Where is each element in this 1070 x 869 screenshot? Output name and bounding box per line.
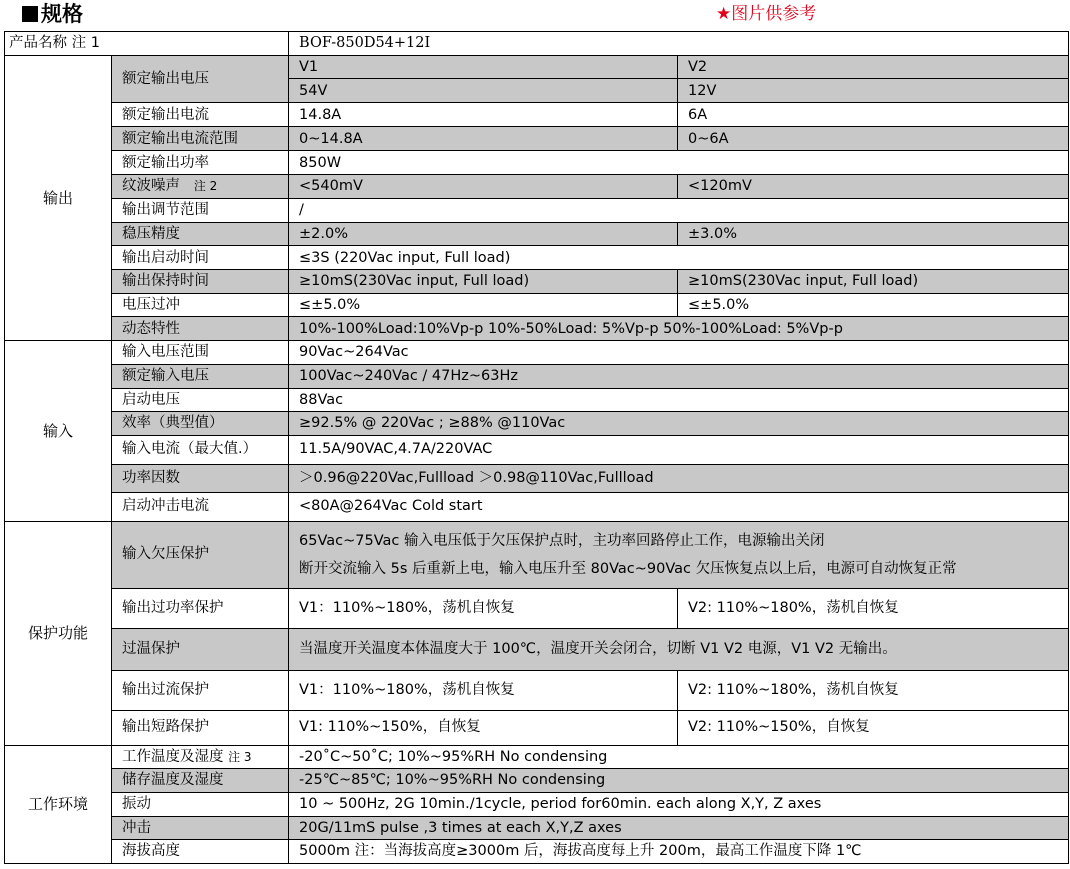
row-label: 纹波噪声 [122,178,180,194]
v1-header: V1 [289,55,678,79]
row-label: 过温保护 [112,628,289,670]
section-title-text: 规格 [41,2,83,26]
table-row [5,435,1069,464]
table-row [5,670,1069,710]
row-label: 动态特性 [112,317,289,341]
value-v1: 14.8A [289,103,678,127]
table-row [5,840,1069,864]
value-v1: V1：110%~180%，荡机自恢复 [289,588,678,628]
value: 90Vac~264Vac [289,341,1069,365]
value: -25℃~85℃; 10%~95%RH No condensing [289,769,1069,793]
row-label: 冲击 [112,816,289,840]
table-row [5,246,1069,270]
section-title [22,0,83,28]
row-label: 储存温度及湿度 [112,769,289,793]
row-label: 输出过功率保护 [112,588,289,628]
table-row [5,270,1069,294]
row-label: 额定输出功率 [112,151,289,175]
value-v1: V1：110%~180%，荡机自恢复 [289,670,678,710]
row-label: 输出短路保护 [112,710,289,745]
table-row [5,710,1069,745]
value: 88Vac [289,388,1069,412]
table-row [5,103,1069,127]
value: 20G/11mS pulse ,3 times at each X,Y,Z axes [289,816,1069,840]
value: 5000m 注：当海拔高度≥3000m 后，海拔高度每上升 200m，最高工作温度下降 1℃ [289,840,1069,864]
value: <80A@264Vac Cold start [289,492,1069,521]
table-row-product [5,32,1069,56]
row-label: 振动 [112,792,289,816]
table-row [5,222,1069,246]
row-label: 海拔高度 [112,840,289,864]
header [0,0,1070,30]
value-v1: V1: 110%~150%，自恢复 [289,710,678,745]
product-label: 产品名称 [9,35,67,51]
table-row [5,816,1069,840]
row-label-cell [112,175,289,199]
group-input: 输入 [5,341,112,522]
table-row [5,464,1069,492]
value: 10 ~ 500Hz, 2G 10min./1cycle, period for60min. each along X,Y, Z axes [289,792,1069,816]
value-line-1: 65Vac~75Vac 输入电压低于欠压保护点时，主功率回路停止工作，电源输出关闭 [299,532,825,549]
row-label: 启动冲击电流 [112,492,289,521]
row-label: 输入电流（最大值.） [112,435,289,464]
table-row [5,341,1069,365]
group-output: 输出 [5,55,112,341]
table-row [5,198,1069,222]
value: 当温度开关温度本体温度大于 100℃，温度开关会闭合，切断 V1 V2 电源，V1 V2 无输出。 [289,628,1069,670]
row-label: 启动电压 [112,388,289,412]
table-row [5,175,1069,199]
row-note: 注 3 [228,749,252,764]
black-square-icon [22,6,38,22]
value-v2: 0~6A [678,127,1069,151]
row-note: 注 2 [193,179,218,193]
table-row [5,628,1069,670]
value-v1: ±2.0% [289,222,678,246]
row-label: 输出启动时间 [112,246,289,270]
reference-note: ★图片供参考 [716,4,817,24]
value-v1: 0~14.8A [289,127,678,151]
table-row [5,492,1069,521]
table-row [5,745,1069,769]
row-label: 工作温度及湿度 [122,748,224,765]
group-environment: 工作环境 [5,745,112,863]
product-note: 注 1 [71,35,100,51]
value: ≤3S (220Vac input, Full load) [289,246,1069,270]
row-label: 额定输入电压 [112,364,289,388]
value: 100Vac~240Vac / 47Hz~63Hz [289,364,1069,388]
value-v1: <540mV [289,175,678,199]
value: / [289,198,1069,222]
table-row [5,293,1069,317]
table-row [5,364,1069,388]
row-label: 额定输出电流范围 [112,127,289,151]
row-label: 输出保持时间 [112,270,289,294]
value-v2: ±3.0% [678,222,1069,246]
row-label-cell [112,745,289,769]
value-v1: ≤±5.0% [289,293,678,317]
value-v1: 54V [289,79,678,103]
value: -20˚C~50˚C; 10%~95%RH No condensing [289,745,1069,769]
row-label: 输出过流保护 [112,670,289,710]
value: 850W [289,151,1069,175]
value-v2: V2: 110%~150%，自恢复 [678,710,1069,745]
row-label: 效率（典型值） [112,412,289,436]
product-label-cell [5,32,289,56]
row-label: 电压过冲 [112,293,289,317]
table-row [5,792,1069,816]
spec-table [4,31,1069,864]
value-cell [289,521,1069,588]
value: 10%-100%Load:10%Vp-p 10%-50%Load: 5%Vp-p 50%-100%Load: 5%Vp-p [289,317,1069,341]
row-label: 输入欠压保护 [112,521,289,588]
value-v2: 12V [678,79,1069,103]
value-v2: ≥10mS(230Vac input, Full load) [678,270,1069,294]
row-label: 输入电压范围 [112,341,289,365]
value: ≥92.5% @ 220Vac ; ≥88% @110Vac [289,412,1069,436]
row-label: 额定输出电流 [112,103,289,127]
table-row [5,127,1069,151]
group-protection: 保护功能 [5,521,112,745]
value-v2: V2: 110%~180%，荡机自恢复 [678,670,1069,710]
value-v2: <120mV [678,175,1069,199]
table-row [5,588,1069,628]
value-v1: ≥10mS(230Vac input, Full load) [289,270,678,294]
table-row [5,55,1069,79]
row-label: 稳压精度 [112,222,289,246]
table-row [5,412,1069,436]
table-row [5,521,1069,588]
row-label: 额定输出电压 [112,55,289,103]
value-v2: V2: 110%~180%，荡机自恢复 [678,588,1069,628]
v2-header: V2 [678,55,1069,79]
row-label: 功率因数 [112,464,289,492]
value-v2: 6A [678,103,1069,127]
product-model: BOF-850D54+12I [289,32,1069,56]
value: 11.5A/90VAC,4.7A/220VAC [289,435,1069,464]
value: ＞0.96@220Vac,Fullload ＞0.98@110Vac,Fullload [289,464,1069,492]
table-row [5,317,1069,341]
row-label: 输出调节范围 [112,198,289,222]
value-line-2: 断开交流输入 5s 后重新上电，输入电压升至 80Vac~90Vac 欠压恢复点以上后，电源可自动恢复正常 [299,560,957,577]
table-row [5,151,1069,175]
table-row [5,388,1069,412]
value-v2: ≤±5.0% [678,293,1069,317]
table-row [5,769,1069,793]
